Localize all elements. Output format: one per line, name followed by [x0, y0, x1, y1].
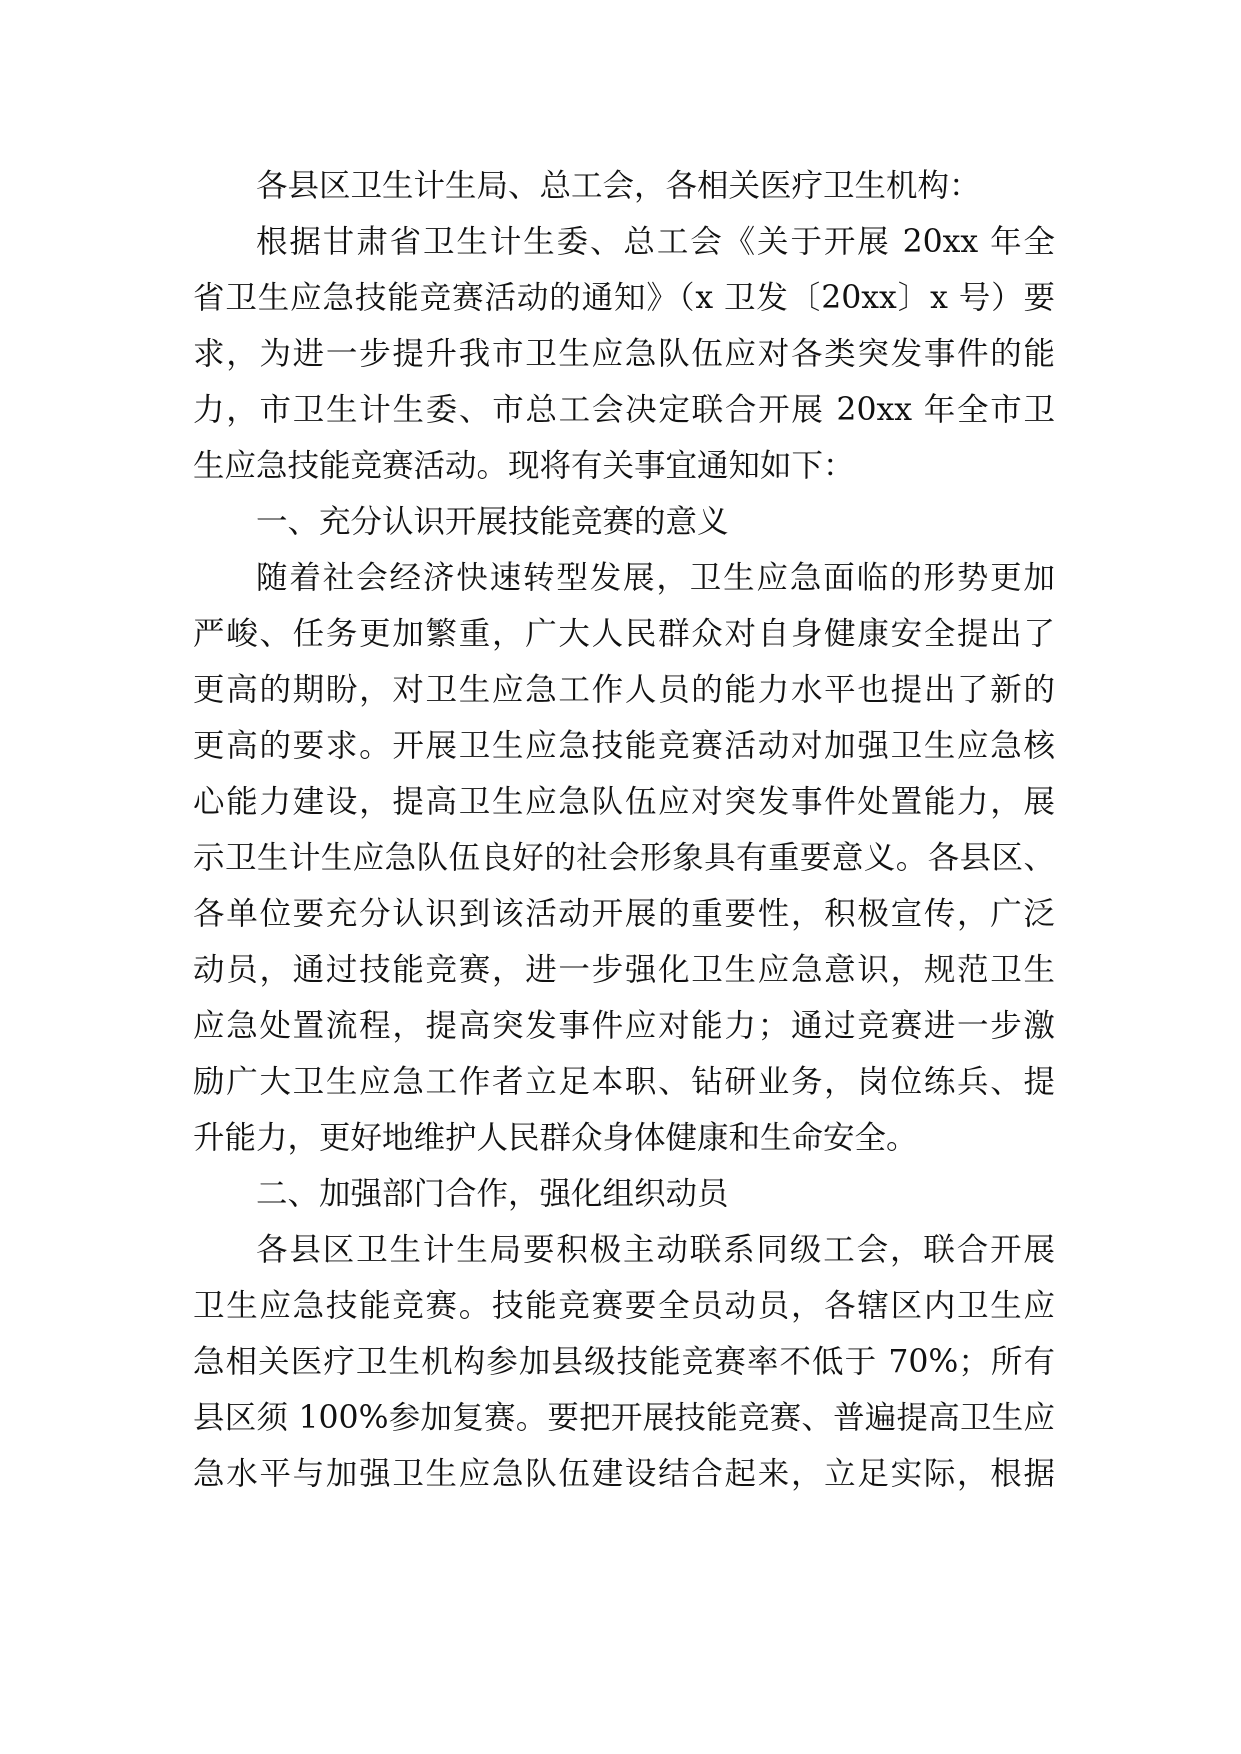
paragraph-line: 更高的要求。开展卫生应急技能竞赛活动对加强卫生应急核: [193, 728, 1055, 764]
paragraph-line: 各单位要充分认识到该活动开展的重要性，积极宣传，广泛: [193, 896, 1055, 932]
salutation-line: 各县区卫生计生局、总工会，各相关医疗卫生机构：: [256, 168, 981, 204]
paragraph-line: 心能力建设，提高卫生应急队伍应对突发事件处置能力，展: [193, 784, 1055, 820]
paragraph-line: 急相关医疗卫生机构参加县级技能竞赛率不低于 70%；所有: [193, 1344, 1055, 1380]
paragraph-line: 生应急技能竞赛活动。现将有关事宜通知如下：: [193, 448, 855, 484]
paragraph-line: 县区须 100%参加复赛。要把开展技能竞赛、普遍提高卫生应: [193, 1400, 1055, 1436]
paragraph-line: 应急处置流程，提高突发事件应对能力；通过竞赛进一步激: [193, 1008, 1055, 1044]
document-body: [193, 158, 1055, 1502]
paragraph-line: 励广大卫生应急工作者立足本职、钻研业务，岗位练兵、提: [193, 1064, 1055, 1100]
paragraph-line: 示卫生计生应急队伍良好的社会形象具有重要意义。各县区、: [193, 840, 1055, 876]
paragraph-line: 各县区卫生计生局要积极主动联系同级工会，联合开展: [256, 1232, 1055, 1268]
paragraph-line: 动员，通过技能竞赛，进一步强化卫生应急意识，规范卫生: [193, 952, 1055, 988]
paragraph-line: 求，为进一步提升我市卫生应急队伍应对各类突发事件的能: [193, 336, 1055, 372]
section-heading-2: 二、加强部门合作，强化组织动员: [256, 1176, 729, 1212]
paragraph-line: 急水平与加强卫生应急队伍建设结合起来，立足实际，根据: [193, 1456, 1055, 1492]
paragraph-line: 省卫生应急技能竞赛活动的通知》（x 卫发〔20xx〕x 号）要: [193, 280, 1055, 316]
paragraph-line: 升能力，更好地维护人民群众身体健康和生命安全。: [193, 1120, 918, 1156]
paragraph-line: 卫生应急技能竞赛。技能竞赛要全员动员，各辖区内卫生应: [193, 1288, 1055, 1324]
paragraph-line: 严峻、任务更加繁重，广大人民群众对自身健康安全提出了: [193, 616, 1055, 652]
paragraph-line: 根据甘肃省卫生计生委、总工会《关于开展 20xx 年全: [256, 224, 1055, 260]
paragraph-line: 力，市卫生计生委、市总工会决定联合开展 20xx 年全市卫: [193, 392, 1055, 428]
paragraph-line: 更高的期盼，对卫生应急工作人员的能力水平也提出了新的: [193, 672, 1055, 708]
section-heading-1: 一、充分认识开展技能竞赛的意义: [256, 504, 729, 540]
paragraph-line: 随着社会经济快速转型发展，卫生应急面临的形势更加: [256, 560, 1055, 596]
